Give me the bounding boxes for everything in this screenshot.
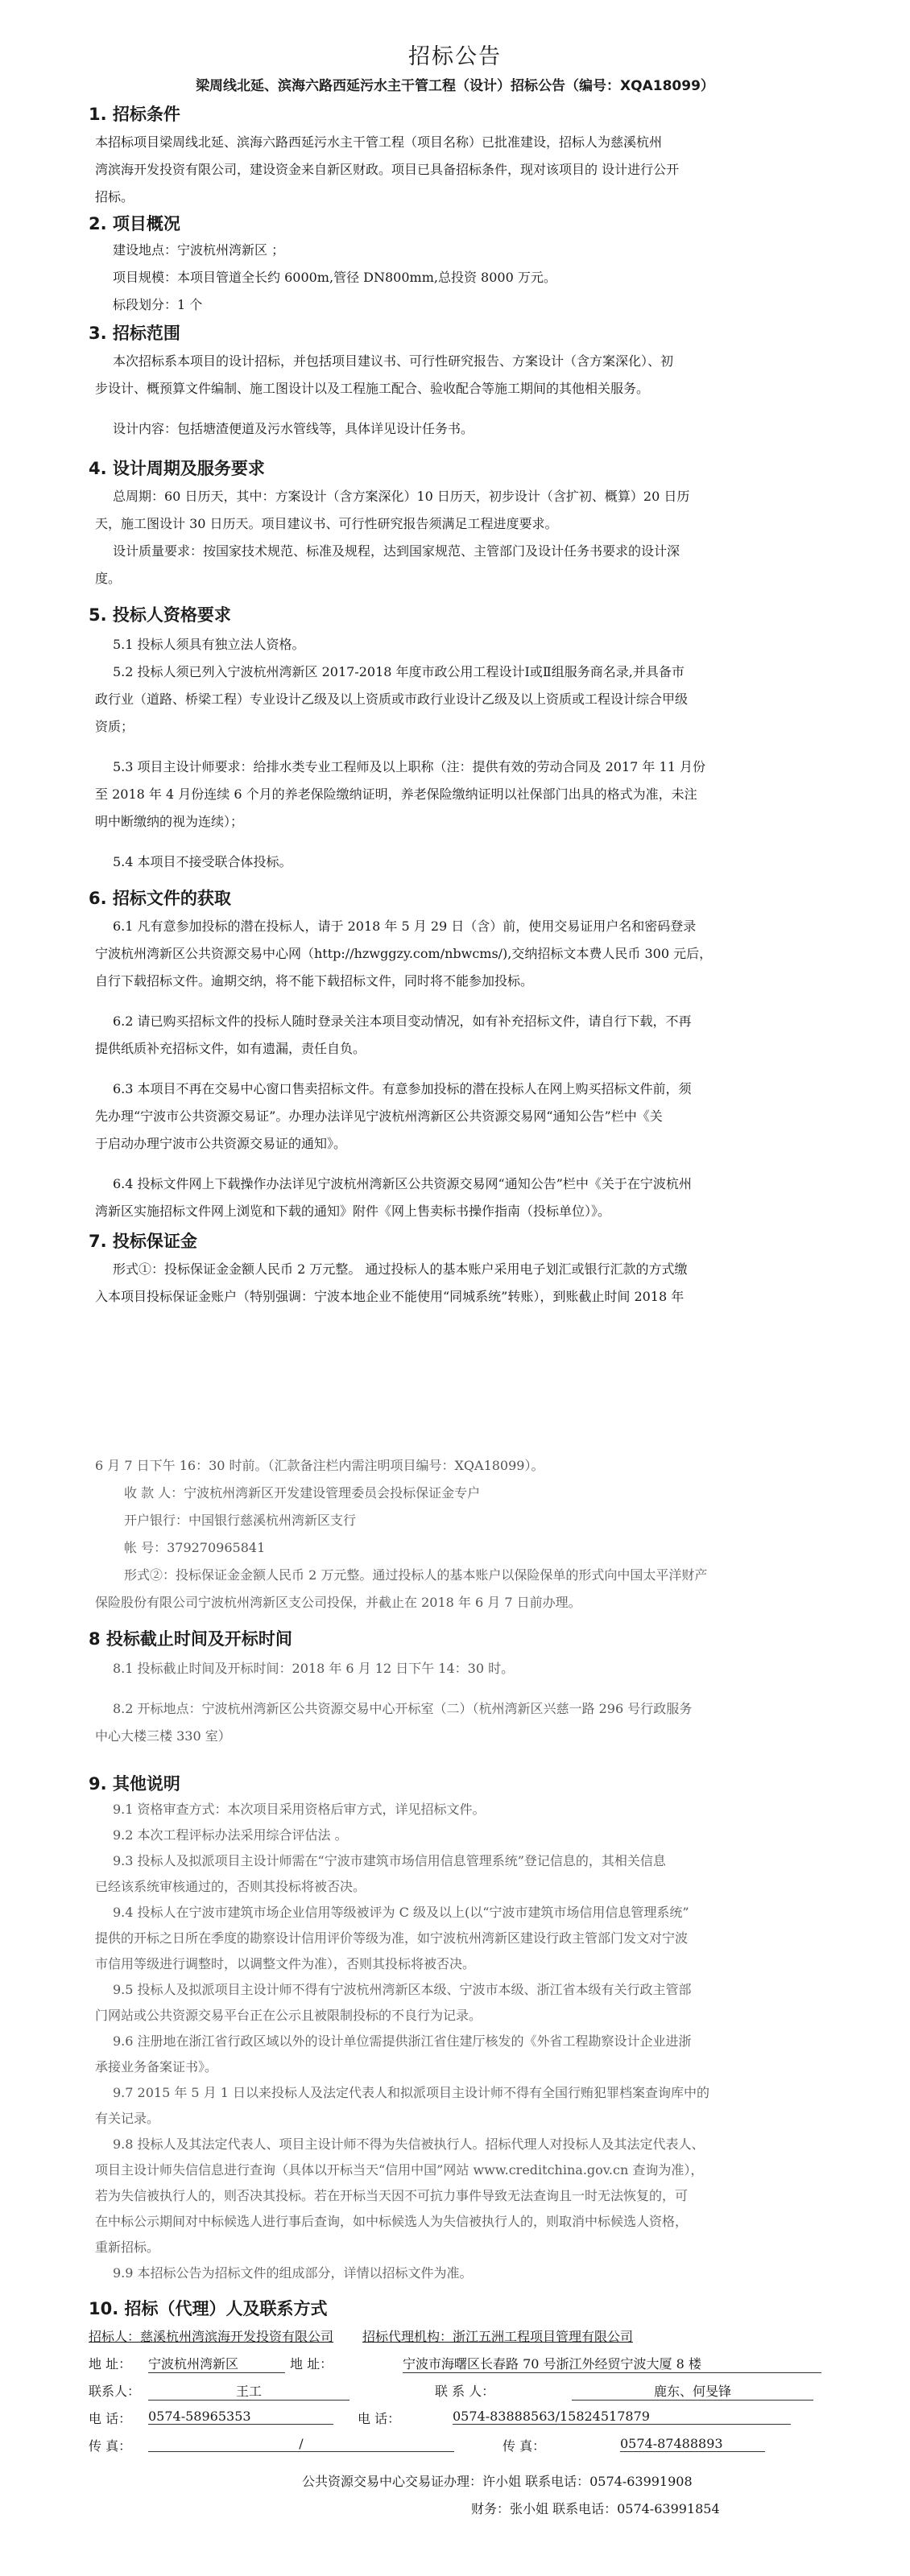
section-2-line: 建设地点：宁波杭州湾新区 ；	[113, 242, 285, 258]
section-9-line: 9.2 本次工程评标办法采用综合评估法 。	[113, 1827, 348, 1843]
section-9-line: 承接业务备案证书》。	[95, 2059, 218, 2074]
section-4-line: 设计质量要求：按国家技术规范、标准及规程，达到国家规范、主管部门及设计任务书要求的设计深	[113, 543, 680, 559]
agency-address: 宁波市海曙区长春路 70 号浙江外经贸宁波大厦 8 楼	[403, 2354, 821, 2373]
tenderer-phone-label: 电 话：	[89, 2411, 132, 2426]
tenderer-name: 招标人：慈溪杭州湾滨海开发投资有限公司	[89, 2329, 334, 2344]
section-9-line: 门网站或公共资源交易平台正在公示且被限制投标的不良行为记录。	[95, 2008, 482, 2023]
section-5-body	[95, 631, 836, 876]
section-9-line: 9.6 注册地在浙江省行政区域以外的设计单位需提供浙江省住建厅核发的《外省工程勘察设计企业进浙	[113, 2033, 692, 2049]
section-7-line: 入本项目投标保证金账户（特别强调：宁波本地企业不能使用“同城系统”转账），到账截止时间 2018 年	[95, 1289, 685, 1304]
section-6-line: 自行下载招标文件。逾期交纳，将不能下载招标文件，同时将不能参加投标。	[95, 973, 534, 989]
section-7-body-a	[95, 1256, 836, 1311]
tenderer-fax: /	[148, 2436, 454, 2452]
exchange-contact: 公共资源交易中心交易证办理：许小姐 联系电话：0574-63991908	[302, 2474, 693, 2489]
agency-address-label: 地 址：	[290, 2356, 333, 2372]
section-2-heading: 2. 项目概况	[89, 214, 180, 233]
section-1-line: 招标。	[95, 189, 134, 204]
tenderer-contact-label: 联系人：	[89, 2384, 141, 2399]
section-1-body	[95, 129, 836, 211]
section-9-line: 9.8 投标人及其法定代表人、项目主设计师不得为失信被执行人。招标代理人对投标人及其法定代表人、	[113, 2136, 705, 2152]
agency-phone-label: 电 话：	[358, 2411, 401, 2426]
section-4-line: 天，施工图设计 30 日历天。项目建议书、可行性研究报告须满足工程进度要求。	[95, 516, 558, 531]
page-subtitle: 梁周线北延、滨海六路西延污水主干管工程（设计）招标公告（编号：XQA18099）	[196, 78, 714, 94]
page-title: 招标公告	[408, 44, 502, 69]
section-2-line: 标段划分：1 个	[113, 297, 203, 312]
contact-row-finance	[89, 2496, 829, 2523]
section-4-heading: 4. 设计周期及服务要求	[89, 459, 265, 478]
section-6-line: 6.4 投标文件网上下载操作办法详见宁波杭州湾新区公共资源交易网“通知公告”栏中《关于在宁波杭州	[113, 1176, 692, 1191]
section-9-body	[95, 1797, 836, 2286]
section-5-line: 资质；	[95, 719, 134, 734]
tenderer-contact: 王工	[148, 2381, 350, 2401]
section-6-body	[95, 913, 836, 1225]
section-2-line: 项目规模：本项目管道全长约 6000m,管径 DN800mm,总投资 8000 万元。	[113, 270, 556, 285]
agency-name: 招标代理机构：浙江五洲工程项目管理有限公司	[362, 2329, 634, 2344]
section-3-line: 步设计、概预算文件编制、施工图设计以及工程施工配合、验收配合等施工期间的其他相关服务。	[95, 381, 650, 396]
contact-row-phone	[89, 2405, 829, 2433]
contact-row-exchange	[89, 2468, 829, 2496]
finance-contact: 财务：张小姐 联系电话：0574-63991854	[471, 2501, 720, 2516]
section-5-line: 明中断缴纳的视为连续）；	[95, 814, 244, 829]
section-6-line: 6.2 请已购买招标文件的投标人随时登录关注本项目变动情况，如有补充招标文件，请自行下载，不再	[113, 1013, 692, 1029]
section-9-line: 9.5 投标人及拟派项目主设计师不得有宁波杭州湾新区本级、宁波市本级、浙江省本级有关行政主管部	[113, 1982, 692, 1997]
agency-phone: 0574-83888563/15824517879	[453, 2409, 791, 2425]
contact-row-name	[89, 2323, 829, 2351]
tenderer-phone: 0574-58965353	[148, 2409, 333, 2425]
section-9-line: 9.7 2015 年 5 月 1 日以来投标人及法定代表人和拟派项目主设计师不得有全国行贿犯罪档案查询库中的	[113, 2085, 710, 2100]
contact-row-address	[89, 2351, 829, 2378]
section-6-line: 于启动办理宁波市公共资源交易证的通知》。	[95, 1136, 347, 1151]
section-7-line: 收 款 人：宁波杭州湾新区开发建设管理委员会投标保证金专户	[124, 1485, 481, 1501]
section-7-body-b	[95, 1452, 836, 1616]
section-3-line: 设计内容：包括塘渣便道及污水管线等，具体详见设计任务书。	[113, 421, 474, 436]
section-5-line: 5.1 投标人须具有独立法人资格。	[113, 637, 305, 652]
section-9-line: 提供的开标之日所在季度的勘察设计信用评价等级为准，如宁波杭州湾新区建设行政主管部门发文对宁波	[95, 1930, 689, 1946]
section-9-line: 9.1 资格审查方式：本次项目采用资格后审方式，详见招标文件。	[113, 1802, 486, 1817]
section-8-line: 中心大楼三楼 330 室）	[95, 1728, 231, 1744]
section-6-line: 湾新区实施招标文件网上浏览和下载的通知》附件《网上售卖标书操作指南（投标单位）》。	[95, 1203, 611, 1219]
section-9-line: 重新招标。	[95, 2240, 160, 2255]
section-8-body	[95, 1655, 836, 1750]
section-8-line: 8.2 开标地点：宁波杭州湾新区公共资源交易中心开标室（二）（杭州湾新区兴慈一路 296 号行政服务	[113, 1701, 693, 1716]
section-10-heading: 10. 招标（代理）人及联系方式	[89, 2299, 328, 2318]
section-1-heading: 1. 招标条件	[89, 105, 180, 124]
section-6-heading: 6. 招标文件的获取	[89, 889, 231, 908]
section-7-heading: 7. 投标保证金	[89, 1232, 197, 1251]
section-9-line: 9.4 投标人在宁波市建筑市场企业信用等级被评为 C 级及以上(以“宁波市建筑市场信用信息管理系统”	[113, 1905, 689, 1920]
contact-row-fax	[89, 2433, 829, 2460]
section-9-line: 在中标公示期间对中标候选人进行事后查询，如中标候选人为失信被执行人的，则取消中标候选人资格，	[95, 2214, 689, 2229]
section-5-line: 政行业（道路、桥梁工程）专业设计乙级及以上资质或市政行业设计乙级及以上资质或工程设计综合甲级	[95, 691, 689, 707]
section-7-line: 帐 号：379270965841	[124, 1540, 266, 1555]
contact-row-contact	[89, 2378, 829, 2405]
agency-contact-label: 联 系 人：	[435, 2384, 495, 2399]
section-7-line: 形式②：投标保证金金额人民币 2 万元整。通过投标人的基本账户以保险保单的形式向中国太平洋财产	[124, 1567, 708, 1583]
section-6-line: 提供纸质补充招标文件，如有遗漏，责任自负。	[95, 1041, 366, 1056]
section-9-line: 项目主设计师失信信息进行查询（具体以开标当天“信用中国”网站 www.creditchina.gov.cn 查询为准），	[95, 2162, 704, 2178]
section-1-line: 湾滨海开发投资有限公司，建设资金来自新区财政。项目已具备招标条件，现对该项目的 设计进行公开	[95, 162, 680, 177]
section-9-line: 9.3 投标人及拟派项目主设计师需在“宁波市建筑市场信用信息管理系统”登记信息的，其相关信息	[113, 1853, 666, 1868]
section-7-line: 形式①：投标保证金金额人民币 2 万元整。 通过投标人的基本账户采用电子划汇或银行汇款的方式缴	[113, 1261, 688, 1277]
section-6-line: 6.1 凡有意参加投标的潜在投标人，请于 2018 年 5 月 29 日（含）前，使用交易证用户名和密码登录	[113, 919, 697, 934]
section-5-line: 5.4 本项目不接受联合体投标。	[113, 854, 292, 869]
section-7-line: 6 月 7 日下午 16：30 时前。（汇款备注栏内需注明项目编号：XQA18099）。	[95, 1458, 544, 1473]
tenderer-fax-label: 传 真：	[89, 2438, 132, 2454]
section-3-line: 本次招标系本项目的设计招标，并包括项目建议书、可行性研究报告、方案设计（含方案深化）、初	[113, 353, 674, 369]
section-9-line: 9.9 本招标公告为招标文件的组成部分，详情以招标文件为准。	[113, 2265, 473, 2281]
tenderer-address: 宁波杭州湾新区	[148, 2354, 285, 2373]
section-7-line: 保险股份有限公司宁波杭州湾新区支公司投保，并截止在 2018 年 6 月 7 日前办理。	[95, 1595, 581, 1610]
section-8-line: 8.1 投标截止时间及开标时间：2018 年 6 月 12 日下午 14：30 时。	[113, 1661, 515, 1676]
section-5-line: 至 2018 年 4 月份连续 6 个月的养老保险缴纳证明，养老保险缴纳证明以社保部门出具的格式为准，未注	[95, 786, 697, 802]
section-4-line: 总周期：60 日历天，其中：方案设计（含方案深化）10 日历天，初步设计（含扩初、概算）20 日历	[113, 489, 690, 504]
section-9-heading: 9. 其他说明	[89, 1774, 180, 1794]
section-7-line: 开户银行：中国银行慈溪杭州湾新区支行	[124, 1513, 357, 1528]
section-6-line: 6.3 本项目不再在交易中心窗口售卖招标文件。有意参加投标的潜在投标人在网上购买招标文件前，须	[113, 1081, 692, 1096]
section-9-line: 已经该系统审核通过的，否则其投标将被否决。	[95, 1879, 366, 1894]
section-5-heading: 5. 投标人资格要求	[89, 605, 231, 625]
section-6-line: 宁波杭州湾新区公共资源交易中心网（http://hzwggzy.com/nbwcms/),交纳招标文本费人民币 300 元后，	[95, 946, 713, 961]
section-6-line: 先办理“宁波市公共资源交易证”。办理办法详见宁波杭州湾新区公共资源交易网“通知公告”栏中《关	[95, 1108, 663, 1124]
tenderer-address-label: 地 址：	[89, 2356, 132, 2372]
section-3-heading: 3. 招标范围	[89, 324, 180, 343]
agency-fax: 0574-87488893	[620, 2436, 765, 2452]
section-4-body	[95, 483, 836, 592]
agency-fax-label: 传 真：	[503, 2438, 546, 2454]
section-9-line: 若为失信被执行人的，则否决其投标。若在开标当天因不可抗力事件导致无法查询且一时无法恢复的，可	[95, 2188, 689, 2203]
section-8-heading: 8 投标截止时间及开标时间	[89, 1629, 292, 1649]
section-4-line: 度。	[95, 571, 122, 586]
section-9-line: 有关记录。	[95, 2111, 160, 2126]
section-1-line: 本招标项目梁周线北延、滨海六路西延污水主干管工程（项目名称）已批准建设，招标人为慈溪杭州	[95, 134, 663, 150]
section-5-line: 5.2 投标人须已列入宁波杭州湾新区 2017-2018 年度市政公用工程设计Ⅰ或Ⅱ组服务商名录,并具备市	[113, 664, 685, 679]
section-9-line: 市信用等级进行调整时，以调整文件为准），否则其投标将被否决。	[95, 1956, 476, 1971]
section-2-body	[113, 237, 854, 319]
section-3-body	[95, 348, 836, 443]
section-5-line: 5.3 项目主设计师要求：给排水类专业工程师及以上职称（注：提供有效的劳动合同及 2017 年 11 月份	[113, 759, 705, 774]
agency-contact: 鹿东、何旻锋	[572, 2381, 813, 2401]
